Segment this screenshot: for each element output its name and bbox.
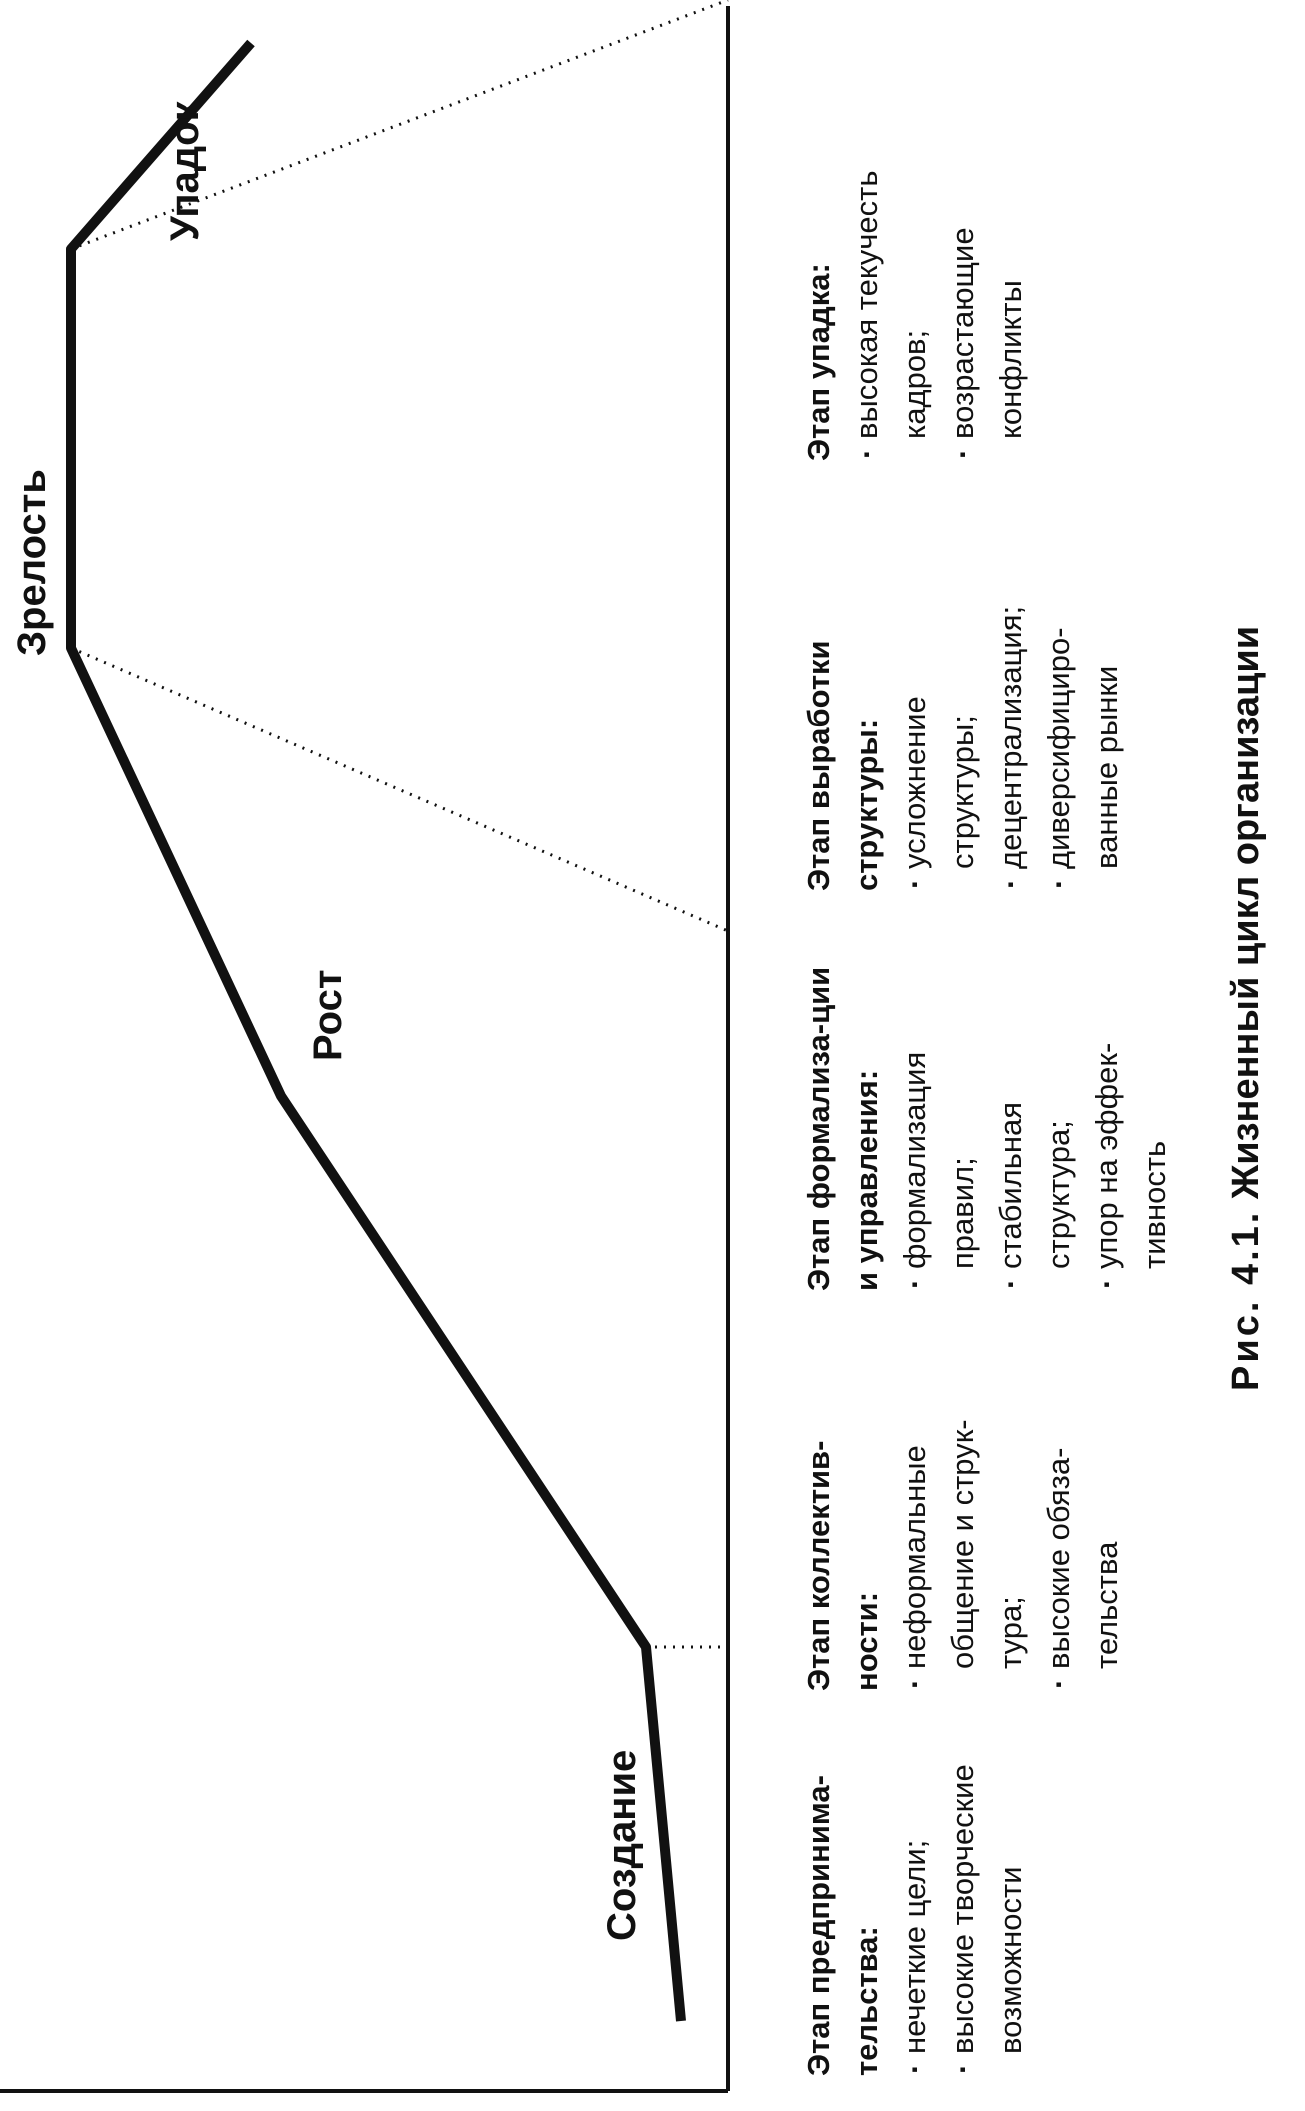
stage-label-maturity: Зрелость [10,469,54,656]
stage-column-entrepreneurship [795,1741,1035,2076]
list-item: · упор на эффек-тивность [1083,956,1179,1291]
separator-2 [71,648,728,931]
stage-column-decline [795,126,1035,461]
stage-label-creation: Создание [600,1749,644,1941]
list-item: · неформальные общение и струк-тура; [891,1356,1035,1691]
column-heading: Этап предпринима-тельства: [801,1775,884,2076]
list-item: · диверсифициро-ванные рынки [1035,556,1131,891]
figure-number: Рис. 4.1. [1225,1209,1267,1391]
stage-label-decline: Упадок [163,101,207,241]
figure-title: Жизненный цикл организации [1225,625,1267,1200]
column-heading: Этап коллектив-ности: [801,1440,884,1691]
stage-column-structure [795,556,1131,891]
list-item: · стабильная структура; [987,956,1083,1291]
lifecycle-curve [71,43,681,2021]
stage-column-collectivity [795,1356,1131,1691]
column-heading: Этап упадка: [801,263,836,461]
list-item: · усложнение структуры; [891,556,987,891]
list-item: · нечеткие цели; [891,1741,939,2076]
stage-label-growth: Рост [306,969,350,1061]
list-item: · возрастающие конфликты [939,126,1035,461]
figure-caption [1225,626,1268,1391]
list-item: · децентрализация; [987,556,1035,891]
list-item: · высокие обяза-тельства [1035,1356,1131,1691]
list-item: · высокая текучесть кадров; [843,126,939,461]
list-item: · формализация правил; [891,956,987,1291]
list-item: · высокие творческие возможности [939,1741,1035,2076]
column-heading: Этап формализа-ции и управления: [801,966,884,1291]
column-heading: Этап выработки структуры: [801,640,884,891]
stage-column-formalization [795,956,1179,1291]
